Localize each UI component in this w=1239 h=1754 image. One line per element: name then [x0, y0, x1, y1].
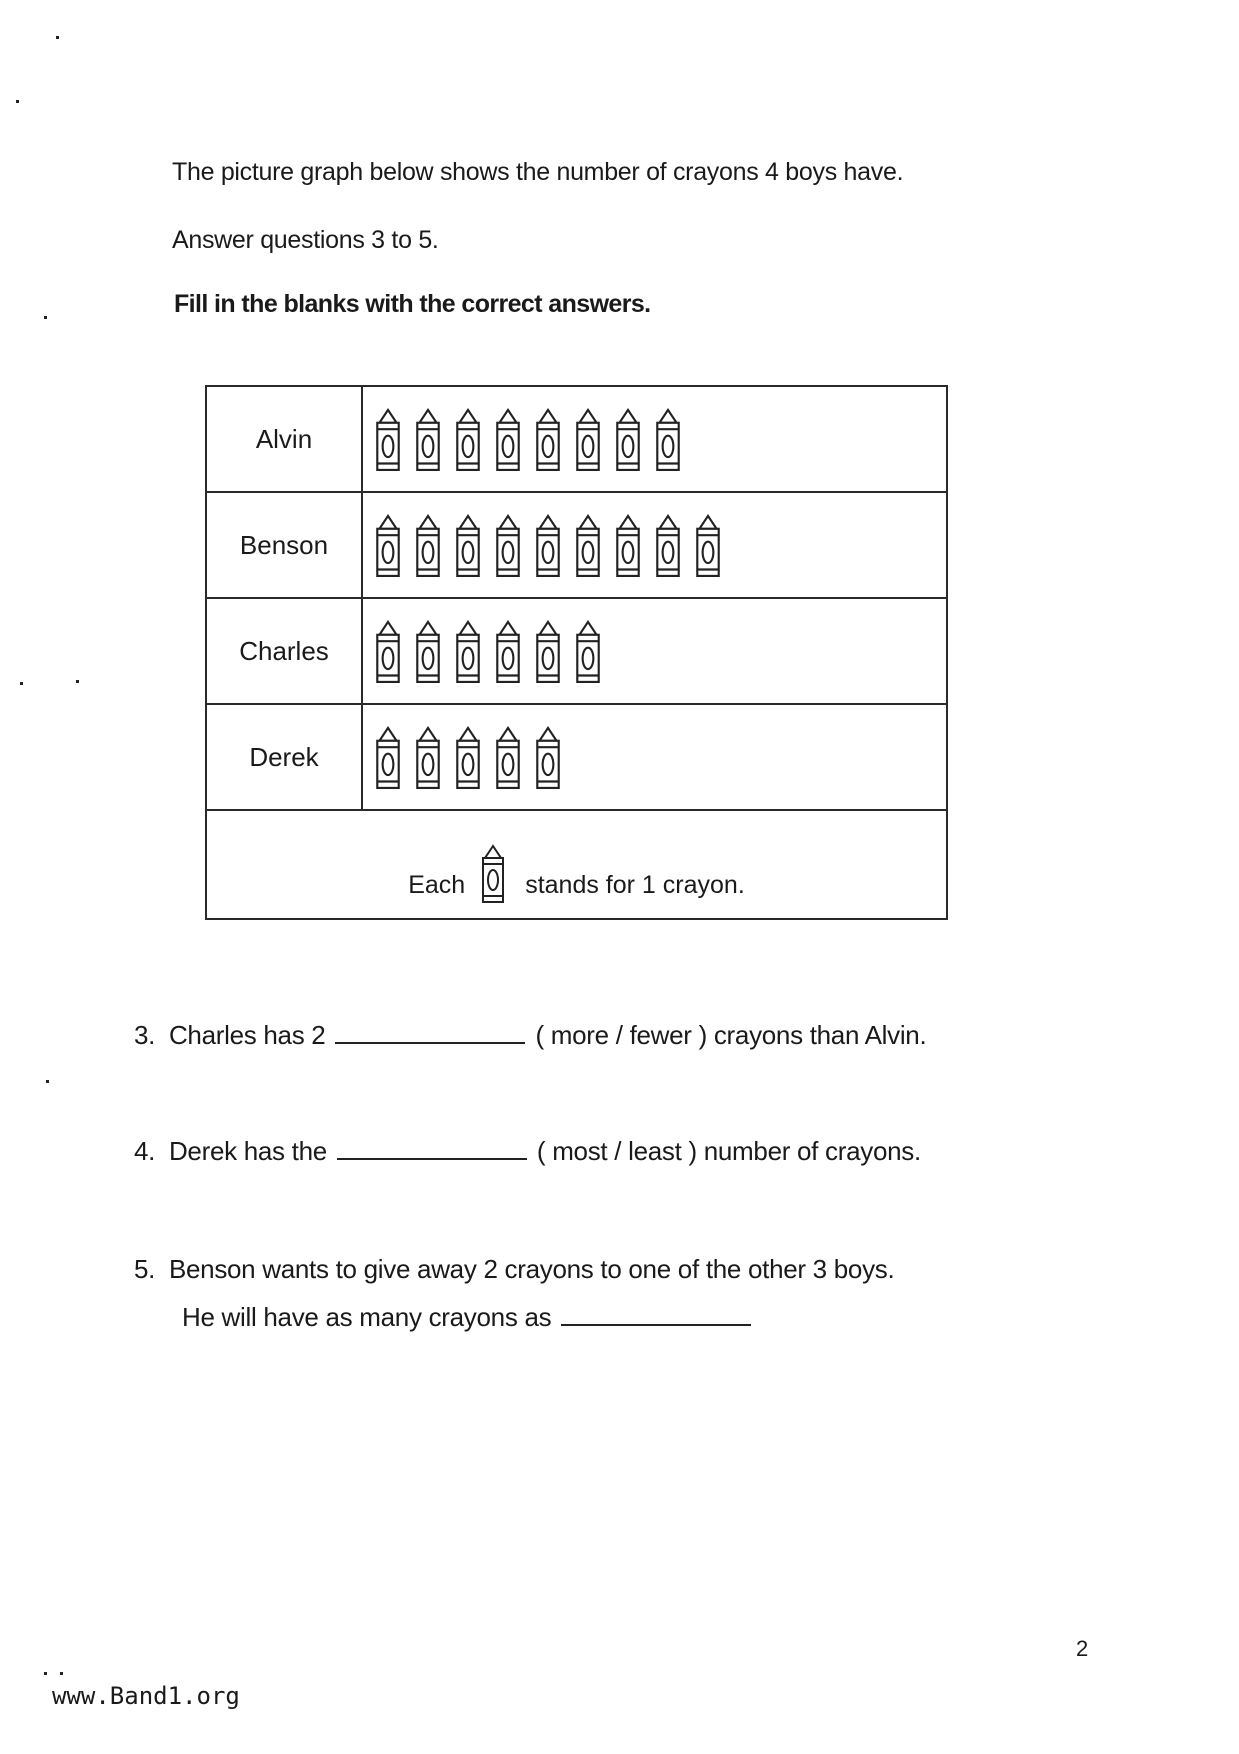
- scan-speck: [60, 1672, 63, 1675]
- crayon-icon: [453, 725, 483, 795]
- crayon-icon: [373, 725, 403, 795]
- crayon-icon: [533, 619, 563, 689]
- question-number: 5.: [134, 1254, 156, 1284]
- question-number: 4.: [134, 1136, 156, 1166]
- crayon-icon: [373, 619, 403, 689]
- crayon-icon: [413, 619, 443, 689]
- scan-speck: [44, 1672, 47, 1675]
- scan-speck: [20, 682, 23, 685]
- graph-row-charles: [207, 599, 946, 705]
- crayon-icon: [479, 844, 507, 906]
- crayon-icons: [373, 407, 683, 477]
- crayon-icon: [573, 513, 603, 583]
- crayon-icon: [413, 513, 443, 583]
- crayon-icon: [573, 407, 603, 477]
- crayon-icon: [413, 407, 443, 477]
- answer-blank[interactable]: [337, 1136, 527, 1160]
- crayon-icon: [533, 513, 563, 583]
- scan-speck: [44, 316, 47, 319]
- graph-key: [207, 808, 946, 918]
- crayon-icon: [493, 725, 523, 795]
- crayon-icon: [493, 513, 523, 583]
- question-text-before: Derek has the: [168, 1136, 327, 1166]
- crayon-icons: [373, 513, 723, 583]
- intro-line-2: Answer questions 3 to 5.: [172, 226, 439, 254]
- question-3: [134, 1020, 926, 1051]
- key-text-before: Each: [408, 871, 466, 899]
- crayon-icon: [613, 513, 643, 583]
- graph-row-derek: [207, 705, 946, 811]
- crayon-icon: [653, 407, 683, 477]
- question-5-line-2: [182, 1302, 761, 1333]
- footer-url: www.Band1.org: [52, 1682, 240, 1710]
- crayon-icon: [693, 513, 723, 583]
- crayon-icon: [453, 619, 483, 689]
- crayon-icons: [373, 619, 603, 689]
- question-text-line-2: He will have as many crayons as: [182, 1302, 552, 1332]
- question-text-line-1: Benson wants to give away 2 crayons to one of the other 3 boys.: [168, 1254, 895, 1284]
- crayon-icon: [533, 407, 563, 477]
- picture-graph: [205, 385, 948, 920]
- row-label: Alvin: [207, 387, 363, 491]
- question-4: [134, 1136, 921, 1167]
- crayon-icon: [493, 407, 523, 477]
- crayon-icon: [453, 407, 483, 477]
- intro-line-3: Fill in the blanks with the correct answers.: [174, 290, 651, 318]
- question-text-after: ( more / fewer ) crayons than Alvin.: [535, 1020, 927, 1050]
- question-text-before: Charles has 2: [168, 1020, 326, 1050]
- answer-blank[interactable]: [335, 1020, 525, 1044]
- answer-blank[interactable]: [561, 1302, 751, 1326]
- question-text-after: ( most / least ) number of crayons.: [536, 1136, 921, 1166]
- crayon-icon: [413, 725, 443, 795]
- question-5: [134, 1254, 894, 1285]
- crayon-icon: [533, 725, 563, 795]
- scan-speck: [56, 36, 59, 39]
- graph-row-benson: [207, 493, 946, 599]
- row-label: Derek: [207, 705, 363, 809]
- crayon-icon: [573, 619, 603, 689]
- page-number: 2: [1076, 1636, 1089, 1661]
- crayon-icons: [373, 725, 563, 795]
- key-text-after: stands for 1 crayon.: [525, 871, 745, 899]
- crayon-icon: [453, 513, 483, 583]
- scan-speck: [16, 100, 19, 103]
- crayon-icon: [613, 407, 643, 477]
- question-number: 3.: [134, 1020, 156, 1050]
- crayon-icon: [373, 513, 403, 583]
- crayon-icon: [653, 513, 683, 583]
- row-label: Charles: [207, 599, 363, 703]
- scan-speck: [46, 1080, 49, 1083]
- row-label: Benson: [207, 493, 363, 597]
- crayon-icon: [493, 619, 523, 689]
- graph-row-alvin: [207, 387, 946, 493]
- scan-speck: [76, 680, 79, 683]
- crayon-icon: [373, 407, 403, 477]
- intro-line-1: The picture graph below shows the number of crayons 4 boys have.: [172, 158, 904, 186]
